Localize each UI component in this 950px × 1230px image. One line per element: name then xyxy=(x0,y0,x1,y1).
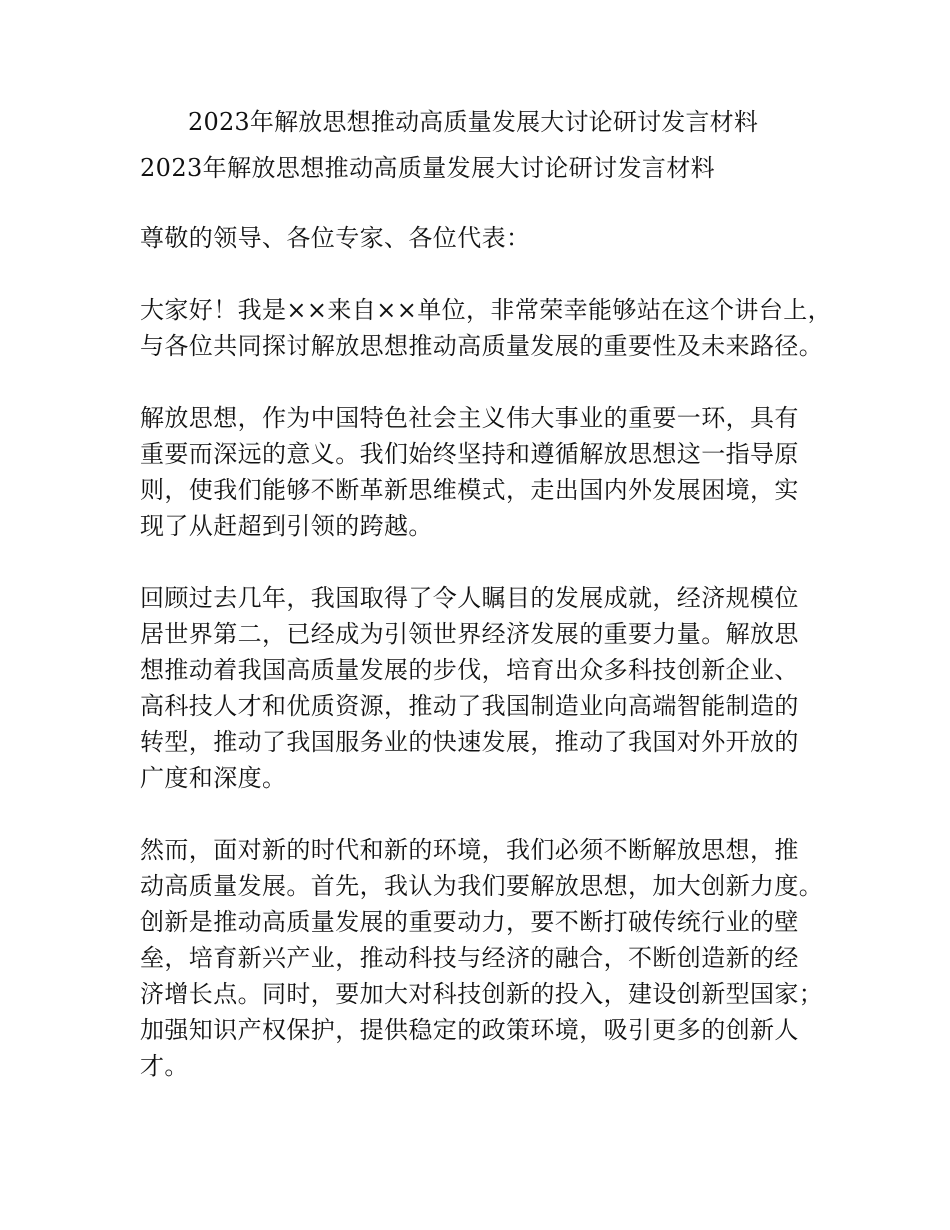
paragraph-line: 才。 xyxy=(140,1052,189,1080)
paragraph-line: 解放思想，作为中国特色社会主义伟大事业的重要一环，具有 xyxy=(140,404,799,432)
paragraph-line: 现了从赶超到引领的跨越。 xyxy=(140,512,433,540)
paragraph-line: 尊敬的领导、各位专家、各位代表： xyxy=(140,224,531,252)
paragraph-innovation xyxy=(140,832,824,1084)
paragraph-line: 创新是推动高质量发展的重要动力，要不断打破传统行业的壁 xyxy=(140,908,799,936)
paragraph-subtitle xyxy=(140,150,816,186)
paragraph-line: 垒，培育新兴产业，推动科技与经济的融合，不断创造新的经 xyxy=(140,944,799,972)
paragraph-line: 高科技人才和优质资源，推动了我国制造业向高端智能制造的 xyxy=(140,692,799,720)
paragraph-line: 2023年解放思想推动高质量发展大讨论研讨发言材料 xyxy=(140,154,716,182)
paragraph-line: 回顾过去几年，我国取得了令人瞩目的发展成就，经济规模位 xyxy=(140,584,799,612)
paragraph-line: 想推动着我国高质量发展的步伐，培育出众多科技创新企业、 xyxy=(140,656,799,684)
paragraph-line: 与各位共同探讨解放思想推动高质量发展的重要性及未来路径。 xyxy=(140,332,824,360)
paragraph-review xyxy=(140,580,816,796)
paragraph-line: 广度和深度。 xyxy=(140,764,287,792)
paragraph-line: 大家好！我是××来自××单位，非常荣幸能够站在这个讲台上， xyxy=(140,296,833,324)
paragraph-significance xyxy=(140,400,816,544)
paragraph-line: 加强知识产权保护，提供稳定的政策环境，吸引更多的创新人 xyxy=(140,1016,799,1044)
paragraph-line: 重要而深远的意义。我们始终坚持和遵循解放思想这一指导原 xyxy=(140,440,799,468)
paragraph-line: 然而，面对新的时代和新的环境，我们必须不断解放思想，推 xyxy=(140,836,799,864)
paragraph-line: 动高质量发展。首先，我认为我们要解放思想，加大创新力度。 xyxy=(140,872,824,900)
paragraph-line: 居世界第二，已经成为引领世界经济发展的重要力量。解放思 xyxy=(140,620,799,648)
paragraph-line: 济增长点。同时，要加大对科技创新的投入，建设创新型国家； xyxy=(140,980,824,1008)
paragraph-greeting xyxy=(140,292,833,364)
paragraph-line: 则，使我们能够不断革新思维模式，走出国内外发展困境，实 xyxy=(140,476,799,504)
paragraph-line: 转型，推动了我国服务业的快速发展，推动了我国对外开放的 xyxy=(140,728,799,756)
document-title: 2023年解放思想推动高质量发展大讨论研讨发言材料 xyxy=(188,108,759,136)
paragraph-salutation xyxy=(140,220,816,256)
